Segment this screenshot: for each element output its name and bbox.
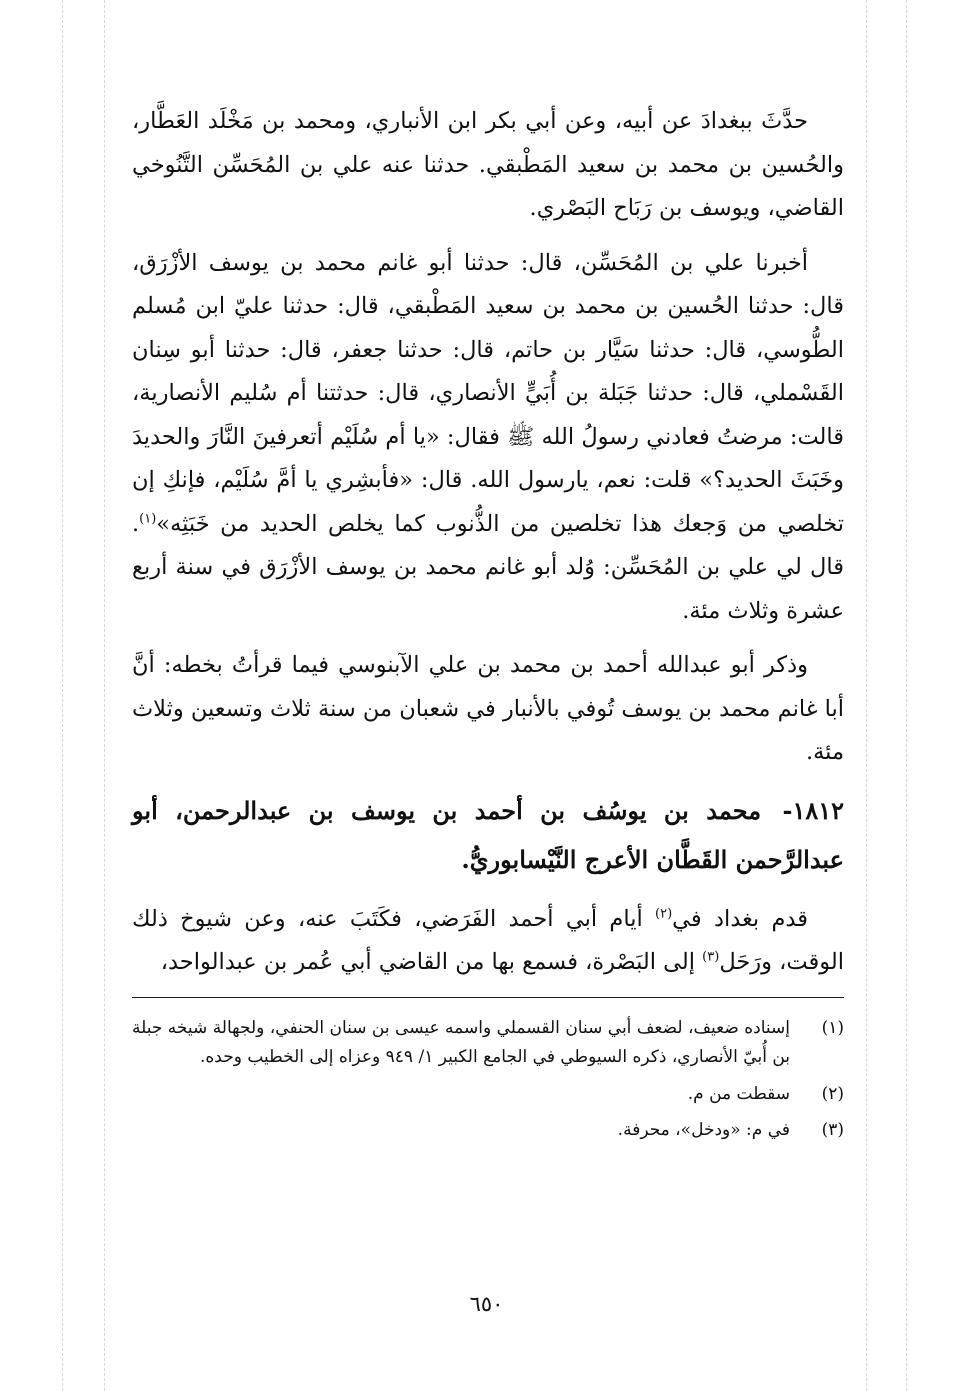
footnote-number: (٣): [821, 1120, 844, 1140]
entry-heading: [132, 786, 844, 884]
footnote-reference[interactable]: (٣): [702, 949, 720, 965]
entry-number: ١٨١٢-: [782, 795, 844, 825]
page-number: ٦٥٠: [469, 1292, 504, 1316]
paragraph: [132, 898, 844, 985]
paragraph-text: قدم بغداد في: [672, 905, 808, 932]
paragraph: حدَّثَ ببغدادَ عن أبيه، وعن أبي بكر ابن الأنباري، ومحمد بن مَخْلَد العَطَّار، والحُسين بن محمد بن سعيد المَطْبقي. حدثنا عنه علي بن المُحَسِّن التَّنُوخي القاضي، ويوسف بن رَبَاح البَصْري.: [132, 108, 844, 221]
footnote-number: (١): [821, 1017, 844, 1038]
paragraph: وذكر أبو عبدالله أحمد بن محمد بن علي الآبنوسي فيما قرأتُ بخطه: أنَّ أبا غانم محمد بن يوسف تُوفي بالأنبار في شعبان من سنة ثلاث وتسعين وثلاث مئة.: [132, 652, 844, 765]
footnote: [132, 1080, 844, 1110]
paragraph-text: أيام أبي أحمد الفَرَضي، فكَتَبَ عنه، وعن شيوخ ذلك الوقت، ورَحَل: [132, 905, 844, 975]
footnote-text: في م: «ودخل»، محرفة.: [617, 1120, 790, 1140]
footnote-reference[interactable]: (١): [139, 511, 157, 526]
paragraph: [132, 242, 844, 634]
entry-title: محمد بن يوسُف بن أحمد بن يوسف بن عبدالرحمن، أبو عبدالرَّحمن القَطَّان الأعرج النَّيْسابوريُّ.: [132, 795, 844, 874]
footnote: [132, 1014, 844, 1073]
paragraph-text: . قال لي علي بن المُحَسِّن: وُلد أبو غانم محمد بن يوسف الأزْرَق في سنة أربع عشرة وثلاث مئة.: [132, 510, 844, 624]
footnote-text: إسناده ضعيف، لضعف أبي سنان القسملي واسمه عيسى بن سنان الحنفي، ولجهالة شيخه جبلة بن أُبيّ الأنصاري، ذكره السيوطي في الجامع الكبير ١/ ٩٤٩ وعزاه إلى الخطيب وحده.: [132, 1017, 790, 1067]
page-body: [132, 100, 844, 1153]
footnote: [132, 1116, 844, 1146]
footnote-divider: [132, 997, 844, 998]
footnote-number: (٢): [821, 1083, 844, 1104]
paragraph-text: أخبرنا علي بن المُحَسِّن، قال: حدثنا أبو غانم محمد بن يوسف الأزْرَق، قال: حدثنا الحُسين بن محمد بن سعيد المَطْبقي، قال: حدثنا عليّ ابن مُسلم الطُّوسي، قال: حدثنا سَيَّار بن حاتم، قال: حدثنا جعفر، قال: حدثنا أبو سِنان القَسْملي، قال: حدثنا جَبَلة بن أُبَيٍّ الأنصاري، قال: حدثتنا أم سُليم الأنصارية، قالت: مرضتُ فعادني رسولُ الله ﷺ فقال: «يا أم سُلَيْم أتعرفينَ النَّارَ والحديدَ وخَبَثَ الحديد؟» قلت: نعم، يارسول الله. قال: «فأبشِري يا أمَّ سُلَيْم، فإنكِ إن تخلصي من وَجعك هذا تخلصين من الذُّنوب كما يخلص الحديد من خَبَثِه»: [132, 249, 844, 537]
footnote-reference[interactable]: (٢): [655, 906, 673, 921]
footnote-text: سقطت من م.: [687, 1083, 790, 1104]
paragraph-text: إلى البَصْرة، فسمع بها من القاضي أبي عُمر بن عبدالواحد،: [160, 949, 696, 975]
